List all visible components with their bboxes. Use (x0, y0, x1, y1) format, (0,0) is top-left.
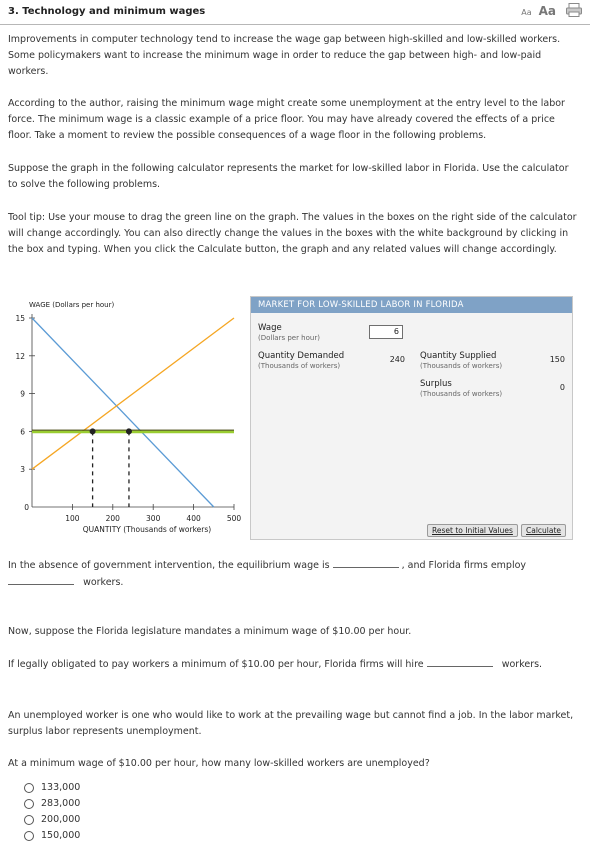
question-title: 3. Technology and minimum wages (8, 6, 206, 17)
option-2[interactable] (24, 797, 80, 811)
option-4[interactable] (24, 829, 80, 843)
quantity-demanded-sublabel: (Thousands of workers) (258, 362, 341, 370)
y-tick-label: 3 (20, 465, 25, 475)
question-1-text-a: In the absence of government intervention, the equilibrium wage is (8, 560, 330, 571)
wage-input[interactable]: 6 (369, 325, 403, 339)
surplus-sublabel: (Thousands of workers) (420, 390, 503, 398)
question-3: At a minimum wage of $10.00 per hour, how many low-skilled workers are unemployed? (8, 758, 430, 769)
radio-button[interactable] (24, 831, 34, 841)
demand-curve (32, 318, 214, 507)
question-1 (8, 557, 580, 591)
radio-button[interactable] (24, 799, 34, 809)
quantity-demanded-label: Quantity Demanded (258, 351, 345, 361)
option-label: 283,000 (41, 798, 81, 809)
question-2 (8, 656, 580, 673)
minimum-wage-paragraph: Now, suppose the Florida legislature mandates a minimum wage of $10.00 per hour. (8, 626, 412, 637)
intro-paragraph-3: Suppose the graph in the following calculator represents the market for low-skilled labor in Florida. Use the calculator to solve the following problems. (8, 163, 569, 190)
question-2-text-b: workers. (501, 659, 543, 670)
option-label: 200,000 (41, 814, 81, 825)
y-tick-label: 12 (15, 351, 25, 361)
intro-paragraph-2: According to the author, raising the minimum wage might create some unemployment at the entry level to the labor force. The minimum wage is a classic example of a price floor. You may have already covered the effects of a price floor. Take a moment to review the possible consequences of a wage floor in the following problems. (8, 98, 565, 141)
quantity-supplied-sublabel: (Thousands of workers) (420, 362, 503, 370)
firms-hire-dropdown[interactable] (427, 656, 493, 667)
quantity-supplied-value: 150 (549, 355, 565, 364)
y-axis-label: WAGE (Dollars per hour) (29, 301, 115, 309)
labor-market-graph[interactable] (8, 296, 244, 540)
reset-button[interactable]: Reset to Initial Values (427, 524, 518, 537)
header-divider (0, 24, 590, 25)
x-tick-label: 500 (226, 514, 242, 523)
intersection-point (90, 428, 96, 434)
print-icon[interactable] (566, 3, 582, 17)
equilibrium-wage-dropdown[interactable] (333, 557, 399, 568)
font-small-button[interactable]: Aa (521, 8, 532, 17)
surplus-value: 0 (559, 383, 565, 392)
quantity-demanded-value: 240 (389, 355, 405, 364)
option-3[interactable] (24, 813, 80, 827)
surplus-label: Surplus (420, 379, 452, 389)
x-axis-label: QUANTITY (Thousands of workers) (82, 525, 212, 534)
option-label: 150,000 (41, 830, 81, 841)
tool-tip-paragraph: Tool tip: Use your mouse to drag the green line on the graph. The values in the boxes on the right side of the calculator will change accordingly. You can also directly change the values in the boxes with the white background by clicking in the box and typing. When you click the Calculate button, the graph and any related values will change accordingly. (8, 212, 577, 255)
font-size-controls (521, 4, 556, 18)
wage-sublabel: (Dollars per hour) (258, 334, 320, 342)
y-tick-label: 0 (24, 503, 29, 512)
y-tick-label: 6 (20, 427, 25, 437)
x-tick-label: 100 (65, 514, 80, 523)
supply-curve (32, 318, 234, 469)
x-tick-label: 400 (186, 514, 201, 523)
x-tick-label: 300 (146, 514, 161, 523)
wage-label: Wage (258, 323, 282, 333)
radio-button[interactable] (24, 815, 34, 825)
question-1-text-c: workers. (83, 577, 124, 588)
unemployment-paragraph: An unemployed worker is one who would like to work at the prevailing wage but cannot find a job. In the labor market, surplus labor represents unemployment. (8, 710, 574, 737)
option-label: 133,000 (41, 782, 81, 793)
question-1-text-b: , and Florida firms employ (401, 560, 527, 571)
equilibrium-quantity-dropdown[interactable] (8, 574, 74, 585)
intro-paragraph-1: Improvements in computer technology tend to increase the wage gap between high-skilled and low-skilled workers. Some policymakers want to increase the minimum wage in order to reduce the gap between high- and low-paid workers. (8, 34, 561, 77)
x-tick-label: 200 (105, 514, 120, 523)
option-1[interactable] (24, 781, 80, 795)
y-tick-label: 15 (15, 314, 25, 323)
y-tick-label: 9 (20, 389, 25, 399)
quantity-supplied-label: Quantity Supplied (420, 351, 497, 361)
font-large-button[interactable]: Aa (538, 4, 556, 18)
radio-button[interactable] (24, 783, 34, 793)
calculator-header: MARKET FOR LOW-SKILLED LABOR IN FLORIDA (251, 297, 572, 313)
calculator-panel (250, 296, 573, 540)
intersection-point (126, 428, 132, 434)
question-2-text-a: If legally obligated to pay workers a minimum of $10.00 per hour, Florida firms will hire (8, 659, 424, 670)
calculate-button[interactable]: Calculate (521, 524, 566, 537)
